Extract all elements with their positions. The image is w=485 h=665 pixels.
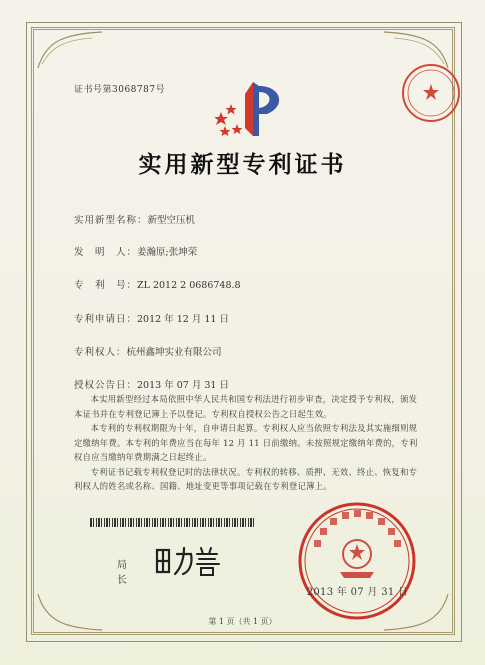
certificate-body xyxy=(74,392,420,494)
field-value: 新型空压机 xyxy=(147,215,196,226)
field-label: 实用新型名称： xyxy=(74,215,148,226)
field-label: 发 明 人： xyxy=(74,247,138,258)
certificate-title: 实用新型专利证书 xyxy=(138,151,347,178)
body-paragraph: 本专利的专利权期限为十年，自申请日起算。专利权人应当依照专利法及其实施细则规定缴纳年费。本专利的年费应当在每年 12 月 11 日前缴纳。未按照规定缴纳年费的，专利权自应当缴纳年费期满之日起终止。 xyxy=(74,423,418,462)
official-seal-icon xyxy=(296,500,418,622)
field-value: 2012 年 12 月 11 日 xyxy=(137,314,229,325)
body-paragraph: 本实用新型经过本局依照中华人民共和国专利法进行初步审查，决定授予专利权，颁发本证书并在专利登记簿上予以登记。专利权自授权公告之日起生效。 xyxy=(74,394,418,419)
field-value: ZL 2012 2 0686748.8 xyxy=(137,280,241,291)
signature-label: 局长 xyxy=(117,560,128,586)
official-stamp-icon xyxy=(400,62,462,124)
field-filing-date xyxy=(74,311,229,325)
field-value: 姜瀚原;张坤荣 xyxy=(137,247,198,258)
body-paragraph: 专利证书记载专利权登记时的法律状况。专利权的转移、质押、无效、终止、恢复和专利权人的姓名或名称、国籍、地址变更等事项记载在专利登记簿上。 xyxy=(74,466,418,491)
field-patentee xyxy=(74,344,222,358)
corner-ornament-icon xyxy=(36,30,106,70)
field-label: 专利权人： xyxy=(74,347,127,358)
field-value: 杭州鑫坤实业有限公司 xyxy=(126,347,222,358)
field-inventor xyxy=(74,244,197,258)
field-label: 专 利 号： xyxy=(74,280,138,291)
field-name xyxy=(74,212,195,226)
field-label: 专利申请日： xyxy=(74,314,138,325)
handwritten-signature xyxy=(153,542,233,578)
page-number: 第 1 页（共 1 页） xyxy=(208,617,277,626)
field-label: 授权公告日： xyxy=(74,380,138,391)
seal-date: 2013 年 07 月 31 日 xyxy=(306,587,409,598)
certificate-number: 证书号第3068787号 xyxy=(74,85,166,95)
barcode xyxy=(90,512,256,521)
barcode-icon xyxy=(90,518,256,527)
patent-office-logo-icon xyxy=(215,80,293,138)
field-grant-date xyxy=(74,377,229,391)
field-patent-number xyxy=(74,277,241,291)
field-value: 2013 年 07 月 31 日 xyxy=(137,380,229,391)
